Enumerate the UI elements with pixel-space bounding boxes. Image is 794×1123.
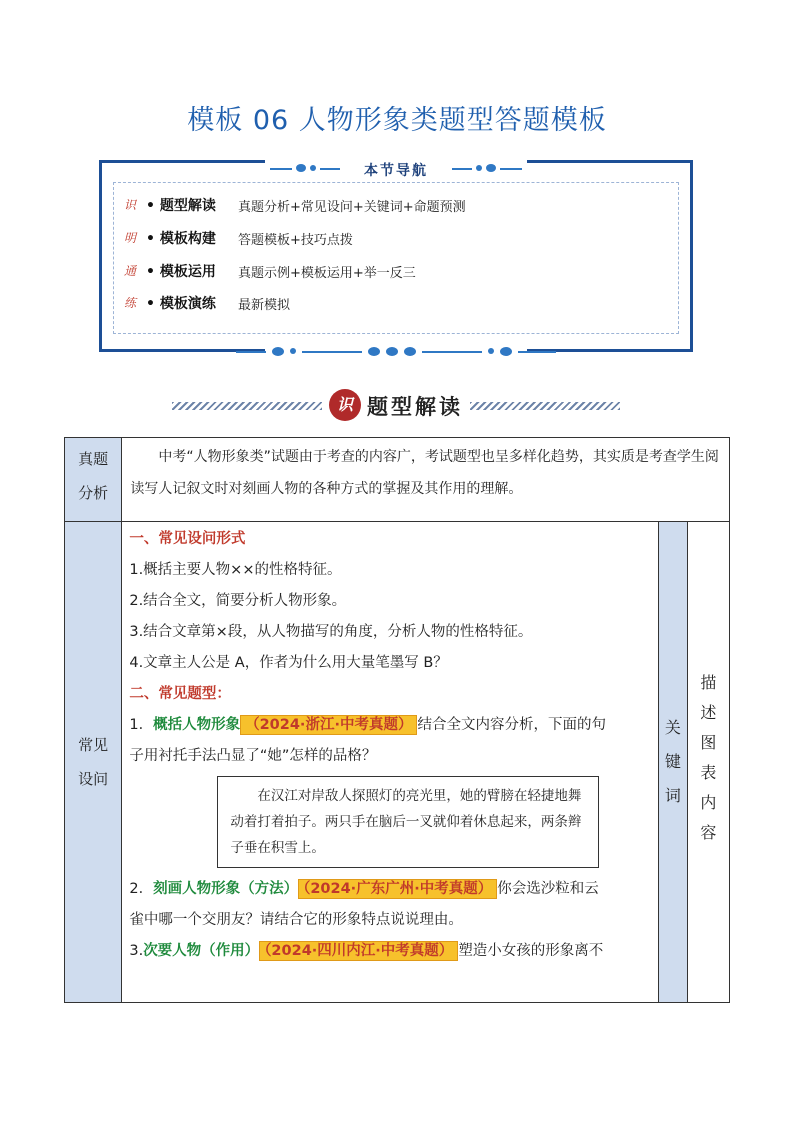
list-item: 1.概括主要人物××的性格特征。 [129, 562, 342, 578]
keyword-content: 描述图表内容 [687, 522, 729, 1003]
keyword-label: 关键词 [658, 522, 687, 1003]
table-row [65, 522, 730, 1003]
banner-stripe-left [172, 402, 322, 410]
banner-stripe-right [470, 402, 620, 410]
question-3: 3.次要人物（作用） （2024·四川内江·中考真题） 塑造小女孩的形象离不 [129, 943, 604, 959]
nav-heading: 本节导航 [364, 163, 428, 179]
section-badge: 识 [329, 389, 361, 421]
question-1-cont: 子用衬托手法凸显了“她”怎样的品格？ [129, 748, 377, 764]
section-heading: 一、常见设问形式 [129, 531, 246, 547]
questions-cell [122, 522, 659, 1003]
row-label-analysis: 真题分析 [65, 438, 122, 522]
list-item: 3.结合文章第×段，从人物描写的角度，分析人物的性格特征。 [129, 624, 533, 640]
analysis-text: 中考“人物形象类”试题由于考查的内容广，考试题型也呈多样化趋势，其实质是考查学生阅读写人记叙文时对刻画人物的各种方式的掌握及其作用的理解。 [122, 438, 730, 522]
row-label-questions: 常见设问 [65, 522, 122, 1003]
list-item: 4.文章主人公是 A，作者为什么用大量笔墨写 B？ [129, 655, 448, 671]
list-item: 2.结合全文，简要分析人物形象。 [129, 593, 347, 609]
table-row [65, 438, 730, 522]
question-1: 1．概括人物形象 （2024·浙江·中考真题） 结合全文内容分析，下面的句 [129, 717, 606, 733]
question-2: 2．刻画人物形象（方法） （2024·广东广州·中考真题） 你会选沙粒和云 [129, 881, 599, 897]
page-title: 模板 06 人物形象类题型答题模板 [187, 105, 607, 136]
section-title: 题型解读 [367, 395, 463, 419]
nav-bottom-ornament [236, 345, 556, 357]
quote-box: 在汉江对岸敌人探照灯的亮光里，她的臂膀在轻捷地舞动着打着拍子。两只手在脑后一叉就仰着休息起来，两条辫子垂在积雪上。 [217, 776, 599, 868]
analysis-table [64, 437, 730, 1003]
section-heading: 二、常见题型： [129, 686, 231, 702]
question-2-cont: 雀中哪一个交朋友？请结合它的形象特点说说理由。 [129, 912, 463, 928]
